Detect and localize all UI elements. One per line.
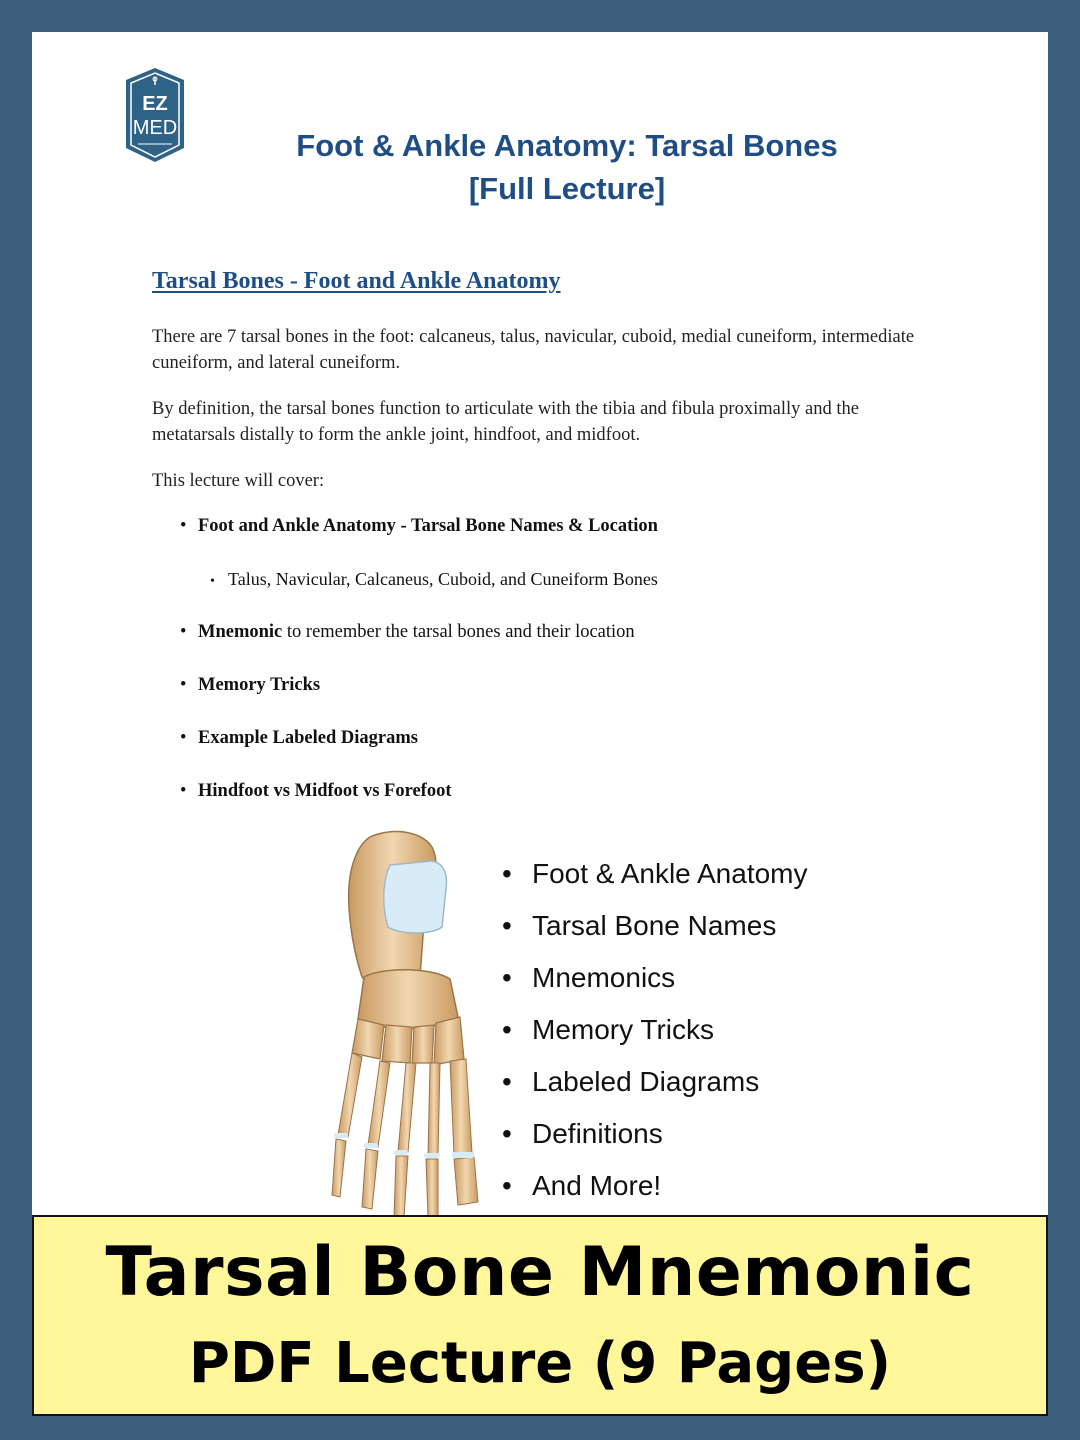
feature-list [502, 854, 808, 1216]
paragraph-definition: By definition, the tarsal bones function to articulate with the tibia and fibula proximally and the metatarsals distally to form the ankle joint, hindfoot, and midfoot. [152, 399, 859, 445]
feature-text: Mnemonics [532, 962, 676, 993]
banner-title: Tarsal Bone Mnemonic [105, 1233, 975, 1312]
bullet-dot: • [502, 1170, 512, 1201]
cuboid-bone [352, 1019, 384, 1059]
list-item [180, 675, 320, 696]
phalanx-bone [362, 1149, 378, 1209]
metatarsal-bone [450, 1059, 472, 1155]
title-line-2: [Full Lecture] [468, 171, 666, 206]
feature-text: Tarsal Bone Names [532, 910, 777, 941]
document-title [192, 124, 942, 210]
bullet-bold: Mnemonic [198, 622, 283, 642]
bullet-bold: Memory Tricks [198, 675, 321, 695]
list-item [502, 854, 808, 906]
bullet-dot: • [502, 1066, 512, 1097]
metatarsal-bone [428, 1063, 440, 1155]
ezmed-logo [122, 66, 188, 164]
navicular-bone [358, 970, 458, 1029]
list-item [502, 1062, 808, 1114]
list-item [502, 906, 808, 958]
document-page [32, 32, 1048, 1216]
list-item [180, 781, 452, 802]
feature-text: Memory Tricks [532, 1014, 714, 1045]
talus-bone [384, 861, 447, 933]
bullet-dot: • [210, 574, 215, 589]
phalanx-bone [454, 1157, 478, 1205]
bullet-bold: Example Labeled Diagrams [198, 728, 418, 748]
bullet-dot: • [180, 622, 187, 642]
cuneiform-bone [434, 1017, 464, 1065]
metatarsal-bone [338, 1053, 362, 1137]
logo-line1: EZ [142, 93, 168, 115]
banner-subtitle: PDF Lecture (9 Pages) [188, 1331, 892, 1396]
list-item [180, 516, 658, 537]
list-item [210, 569, 658, 590]
list-item [502, 958, 808, 1010]
cuneiform-bone [412, 1025, 434, 1063]
bullet-dot: • [180, 516, 187, 536]
metatarsal-bone [398, 1063, 416, 1152]
feature-text: Foot & Ankle Anatomy [532, 858, 808, 889]
bullet-dot: • [180, 675, 187, 695]
title-line-1: Foot & Ankle Anatomy: Tarsal Bones [296, 128, 838, 163]
logo-line2: MED [132, 117, 178, 139]
bullet-text: to remember the tarsal bones and their location [282, 622, 635, 642]
cuneiform-bone [382, 1025, 412, 1063]
phalanx-bone [394, 1156, 408, 1216]
foot-bones-illustration [282, 827, 502, 1216]
phalanx-bone [426, 1159, 438, 1216]
bullet-text: Talus, Navicular, Calcaneus, Cuboid, and Cuneiform Bones [228, 569, 658, 589]
list-item [502, 1010, 808, 1062]
section-heading: Tarsal Bones - Foot and Ankle Anatomy [152, 268, 561, 294]
bullet-dot: • [502, 1118, 512, 1149]
feature-text: Labeled Diagrams [532, 1066, 760, 1097]
feature-text: Definitions [532, 1118, 663, 1149]
bullet-bold: Foot and Ankle Anatomy - Tarsal Bone Names & Location [198, 516, 658, 536]
list-item [502, 1114, 808, 1166]
bullet-dot: • [180, 781, 187, 801]
phalanx-bone [332, 1139, 346, 1197]
bullet-dot: • [502, 962, 512, 993]
bullet-dot: • [502, 910, 512, 941]
metatarsal-bone [368, 1061, 390, 1147]
bullet-dot: • [502, 858, 512, 889]
bullet-dot: • [502, 1014, 512, 1045]
paragraph-tarsal-count: There are 7 tarsal bones in the foot: calcaneus, talus, navicular, cuboid, medial cuneiform, intermediate cuneiform, and lateral cuneiform. [152, 327, 915, 373]
list-item [180, 728, 418, 749]
list-item [180, 622, 635, 643]
list-item [502, 1166, 808, 1216]
promo-banner [32, 1215, 1048, 1416]
bullet-dot: • [180, 728, 187, 748]
paragraph-cover-intro: This lecture will cover: [152, 471, 325, 491]
bullet-bold: Hindfoot vs Midfoot vs Forefoot [198, 781, 452, 801]
feature-text: And More! [532, 1170, 662, 1201]
